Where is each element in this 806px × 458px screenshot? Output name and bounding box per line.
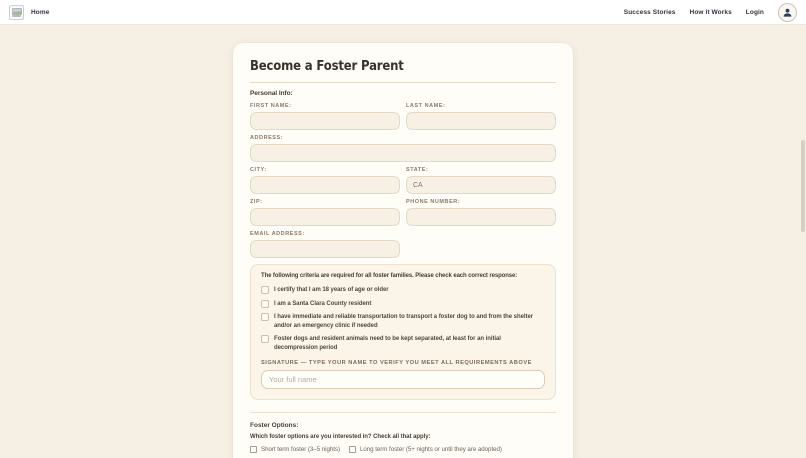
last-name-label: LAST NAME:: [406, 103, 446, 109]
option-short-term[interactable]: [250, 446, 340, 453]
top-nav: [0, 0, 806, 25]
criteria-section: [250, 264, 556, 400]
address-input[interactable]: [250, 144, 556, 162]
personal-info-grid: [250, 103, 556, 258]
zip-label: ZIP:: [250, 199, 263, 205]
address-label: ADDRESS:: [250, 135, 284, 141]
first-name-group: [250, 103, 400, 130]
first-name-label: FIRST NAME:: [250, 103, 292, 109]
email-input[interactable]: [250, 240, 400, 258]
foster-options-question: Which foster options are you interested in? Check all that apply:: [250, 434, 431, 440]
foster-options-heading: Foster Options:: [250, 422, 299, 429]
criteria-checkbox-age[interactable]: [261, 286, 545, 295]
home-link-label[interactable]: Home: [31, 8, 50, 16]
nav-link-how-it-works[interactable]: How it Works: [689, 8, 732, 16]
section-divider: [250, 412, 556, 413]
zip-input[interactable]: [250, 208, 400, 226]
criteria-heading: The following criteria are required for all foster families. Please check each correct response:: [261, 273, 518, 279]
phone-group: [406, 199, 556, 226]
phone-label: PHONE NUMBER:: [406, 199, 461, 205]
criteria-label-transportation: I have immediate and reliable transportation to transport a foster dog to and from the shelter and/or an emergency clinic if needed: [274, 314, 534, 329]
email-group: [250, 231, 400, 258]
city-input[interactable]: [250, 176, 400, 194]
checkbox-icon[interactable]: [261, 286, 269, 294]
title-divider: [250, 82, 556, 83]
checkbox-icon[interactable]: [261, 300, 269, 308]
checkbox-icon[interactable]: [349, 446, 356, 453]
criteria-checkbox-transportation[interactable]: [261, 313, 545, 330]
last-name-input[interactable]: [406, 112, 556, 130]
state-input[interactable]: [406, 176, 556, 194]
page-title: Become a Foster Parent: [250, 59, 404, 74]
nav-link-login[interactable]: Login: [745, 8, 764, 16]
city-label: CITY:: [250, 167, 267, 173]
last-name-group: [406, 103, 556, 130]
foster-application-card: [233, 43, 573, 458]
foster-options-row: [250, 446, 556, 453]
address-group: [250, 135, 556, 162]
personal-info-heading: Personal Info:: [250, 90, 293, 97]
nav-right: [624, 3, 797, 22]
nav-link-success-stories[interactable]: Success Stories: [623, 8, 676, 16]
signature-label: SIGNATURE — TYPE YOUR NAME TO VERIFY YOU MEET ALL REQUIREMENTS ABOVE: [261, 360, 532, 366]
checkbox-icon[interactable]: [250, 446, 257, 453]
state-group: [406, 167, 556, 194]
option-short-term-label: Short term foster (3–5 nights): [261, 446, 340, 453]
person-icon: [782, 7, 793, 18]
criteria-label-age: I certify that I am 18 years of age or older: [274, 287, 389, 293]
state-label: STATE:: [406, 167, 429, 173]
email-label: EMAIL ADDRESS:: [250, 231, 305, 237]
signature-input[interactable]: [261, 370, 545, 389]
criteria-label-separation: Foster dogs and resident animals need to be kept separated, at least for an initial decompression period: [274, 336, 501, 351]
phone-input[interactable]: [406, 208, 556, 226]
user-avatar-button[interactable]: [778, 3, 797, 22]
city-group: [250, 167, 400, 194]
criteria-checkbox-resident[interactable]: [261, 300, 545, 309]
home-link[interactable]: [9, 5, 49, 20]
option-long-term-label: Long term foster (5+ nights or until they are adopted): [359, 446, 502, 453]
checkbox-icon[interactable]: [261, 335, 269, 343]
broken-logo-image-icon: [9, 5, 24, 20]
criteria-label-resident: I am a Santa Clara County resident: [274, 300, 372, 307]
zip-group: [250, 199, 400, 226]
checkbox-icon[interactable]: [261, 313, 269, 321]
criteria-checkbox-separation[interactable]: [261, 335, 545, 352]
first-name-input[interactable]: [250, 112, 400, 130]
vertical-scrollbar-thumb[interactable]: [801, 140, 805, 232]
option-long-term[interactable]: [349, 446, 502, 453]
